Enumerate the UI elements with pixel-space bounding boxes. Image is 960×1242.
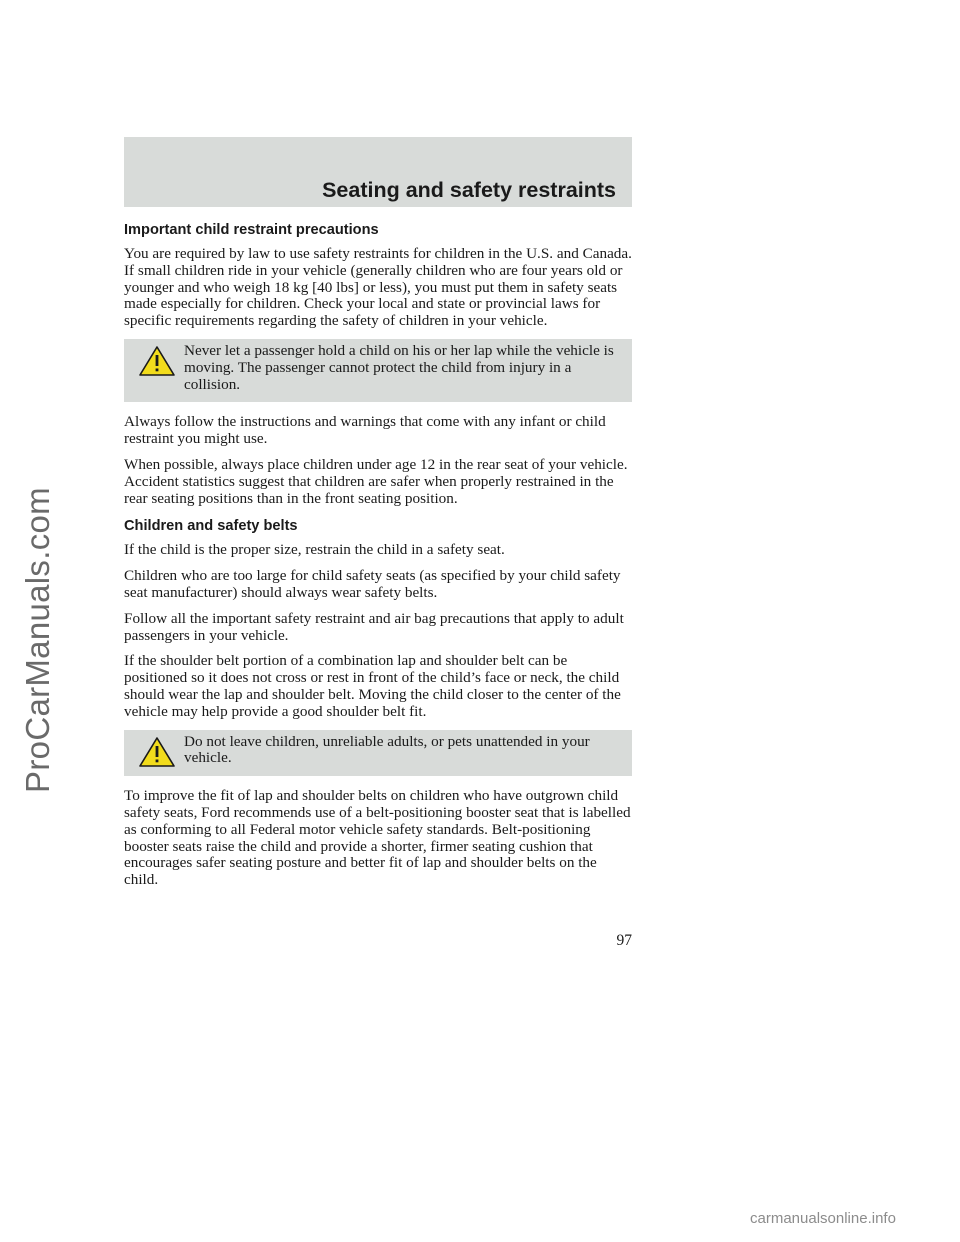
page-title: Seating and safety restraints	[322, 178, 616, 202]
warning-triangle-icon	[138, 345, 176, 377]
header-band	[124, 137, 632, 207]
paragraph-follow-precautions: Follow all the important safety restraint and air bag precautions that apply to adult passengers in your vehicle.	[124, 609, 624, 644]
side-watermark-text: ProCarManuals.com	[19, 487, 56, 793]
warning-triangle-icon	[138, 736, 176, 768]
page-number: 97	[616, 932, 632, 949]
warning-box-unattended	[124, 730, 632, 777]
paragraph-too-large: Children who are too large for child safety seats (as specified by your child safety seat manufacturer) should always wear safety belts.	[124, 567, 621, 601]
warning-text-unattended: Do not leave children, unreliable adults, or pets unattended in your vehicle.	[184, 732, 590, 767]
paragraph-booster-seat: To improve the fit of lap and shoulder belts on children who have outgrown child safety seats, Ford recommends use of a belt-positioning booster seat that is labelled as conforming to all Federal motor vehicle safety standards. Belt-positioning booster seats raise the child and provide a shorter, firmer seating cushion that encourages safer seating posture and better fit of lap and shoulder belts on the child.	[124, 787, 631, 889]
content-body	[124, 220, 632, 898]
side-watermark	[6, 420, 70, 860]
paragraph-proper-size: If the child is the proper size, restrain the child in a safety seat.	[124, 541, 505, 559]
paragraph-law: You are required by law to use safety restraints for children in the U.S. and Canada. If small children ride in your vehicle (generally children who are four years old or younger and who weigh 18 kg [40 lbs] or less), you must put them in safety seats made especially for children. Check your local and state or provincial laws for specific requirements regarding the safety of children in your vehicle.	[124, 245, 632, 330]
warning-text-lap: Never let a passenger hold a child on his or her lap while the vehicle is moving. The passenger cannot protect the child from injury in a collision.	[184, 341, 614, 393]
paragraph-instructions: Always follow the instructions and warnings that come with any infant or child restraint you might use.	[124, 413, 606, 448]
section-heading-belts: Children and safety belts	[124, 518, 298, 535]
warning-box-lap	[124, 339, 632, 402]
paragraph-rear-seat: When possible, always place children under age 12 in the rear seat of your vehicle. Accident statistics suggest that children are safer when properly restrained in the rear seating positions than in the front seating position.	[124, 455, 628, 507]
footer-watermark: carmanualsonline.info	[750, 1210, 896, 1227]
section-heading-precautions: Important child restraint precautions	[124, 222, 379, 238]
paragraph-shoulder-belt: If the shoulder belt portion of a combination lap and shoulder belt can be positioned so it does not cross or rest in front of the child’s face or neck, the child should wear the lap and shoulder belt. Moving the child closer to the center of the vehicle may help provide a good shoulder belt fit.	[124, 652, 621, 720]
